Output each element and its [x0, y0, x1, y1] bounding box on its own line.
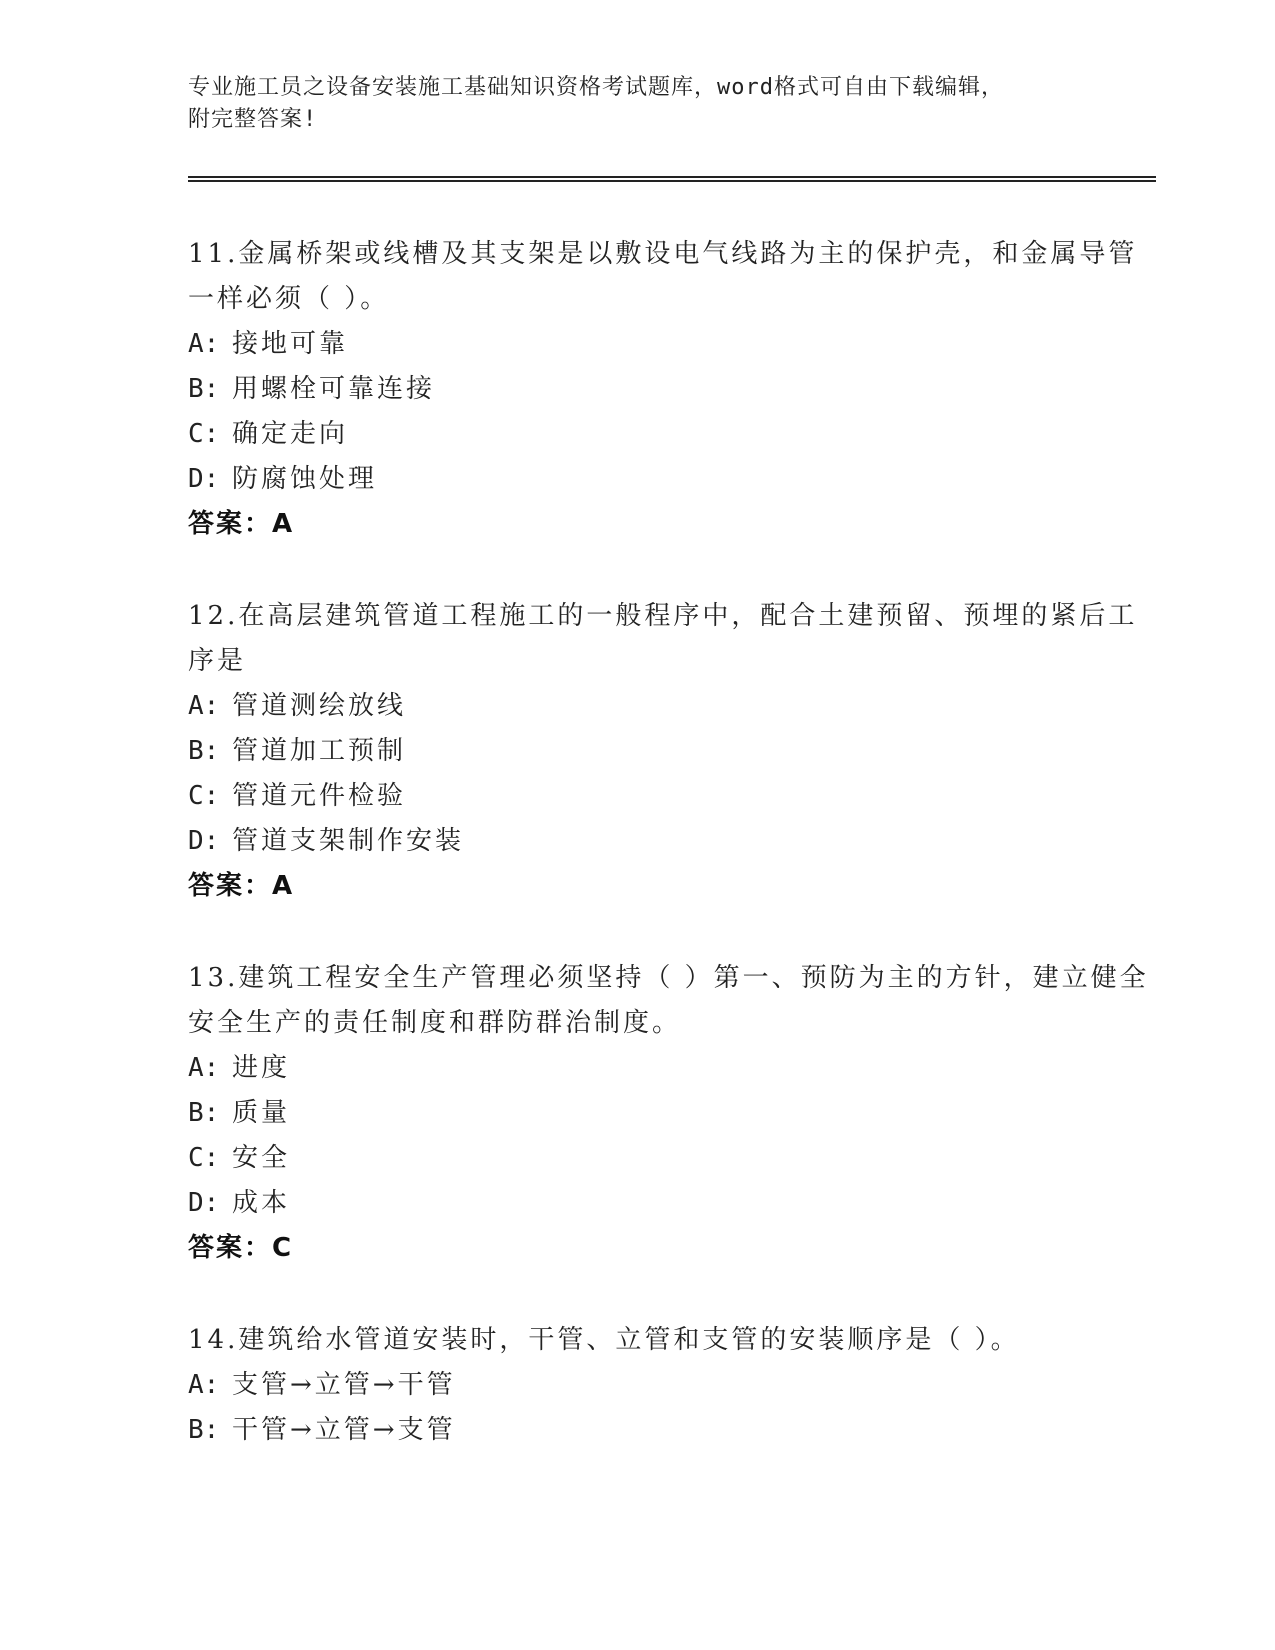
- option-key: D:: [188, 1188, 220, 1218]
- option-a: [188, 1363, 1158, 1408]
- header-line-1: 专业施工员之设备安装施工基础知识资格考试题库，word格式可自由下载编辑，: [188, 75, 1004, 100]
- option-text: 质量: [232, 1098, 291, 1128]
- option-key: C:: [188, 781, 220, 811]
- answer-line: 答案：A: [188, 871, 295, 901]
- option-text: 管道支架制作安装: [232, 826, 465, 856]
- option-a: [188, 322, 1158, 367]
- option-key: C:: [188, 1143, 220, 1173]
- question-13: [188, 956, 1158, 1271]
- option-b: [188, 367, 1158, 412]
- option-text: 安全: [232, 1143, 291, 1173]
- option-key: B:: [188, 1415, 220, 1445]
- option-b: [188, 1091, 1158, 1136]
- option-c: [188, 774, 1158, 819]
- option-key: D:: [188, 464, 220, 494]
- answer-line: 答案：C: [188, 1233, 294, 1263]
- question-stem: 12.在高层建筑管道工程施工的一般程序中，配合土建预留、预埋的紧后工序是: [188, 601, 1138, 676]
- option-text: 管道元件检验: [232, 781, 407, 811]
- option-key: A:: [188, 1053, 220, 1083]
- option-text: 支管→立管→干管: [232, 1370, 456, 1400]
- question-12: [188, 594, 1158, 909]
- option-text: 确定走向: [232, 419, 349, 449]
- option-d: [188, 819, 1158, 864]
- option-text: 干管→立管→支管: [232, 1415, 456, 1445]
- question-list: [188, 232, 1158, 1453]
- question-stem: 11.金属桥架或线槽及其支架是以敷设电气线路为主的保护壳，和金属导管一样必须（ ）。: [188, 239, 1138, 314]
- option-b: [188, 1408, 1158, 1453]
- question-11: [188, 232, 1158, 547]
- option-key: C:: [188, 419, 220, 449]
- header-divider: [188, 176, 1156, 182]
- option-d: [188, 1181, 1158, 1226]
- option-text: 成本: [232, 1188, 291, 1218]
- option-key: D:: [188, 826, 220, 856]
- header-line-2: 附完整答案!: [188, 107, 318, 132]
- option-d: [188, 457, 1158, 502]
- question-stem: 14.建筑给水管道安装时，干管、立管和支管的安装顺序是（ ）。: [188, 1325, 1020, 1355]
- option-text: 进度: [232, 1053, 291, 1083]
- option-a: [188, 1046, 1158, 1091]
- option-c: [188, 1136, 1158, 1181]
- option-text: 用螺栓可靠连接: [232, 374, 436, 404]
- option-text: 管道测绘放线: [232, 691, 407, 721]
- question-14: [188, 1318, 1158, 1453]
- option-key: A:: [188, 1370, 220, 1400]
- answer-line: 答案：A: [188, 509, 295, 539]
- option-c: [188, 412, 1158, 457]
- option-key: B:: [188, 374, 220, 404]
- option-key: B:: [188, 1098, 220, 1128]
- option-key: A:: [188, 691, 220, 721]
- option-text: 接地可靠: [232, 329, 349, 359]
- document-header: [188, 72, 1158, 136]
- option-b: [188, 729, 1158, 774]
- document-page: [188, 72, 1158, 1500]
- option-key: A:: [188, 329, 220, 359]
- option-text: 管道加工预制: [232, 736, 407, 766]
- question-stem: 13.建筑工程安全生产管理必须坚持（ ）第一、预防为主的方针，建立健全安全生产的责任制度和群防群治制度。: [188, 963, 1149, 1038]
- option-text: 防腐蚀处理: [232, 464, 378, 494]
- option-a: [188, 684, 1158, 729]
- option-key: B:: [188, 736, 220, 766]
